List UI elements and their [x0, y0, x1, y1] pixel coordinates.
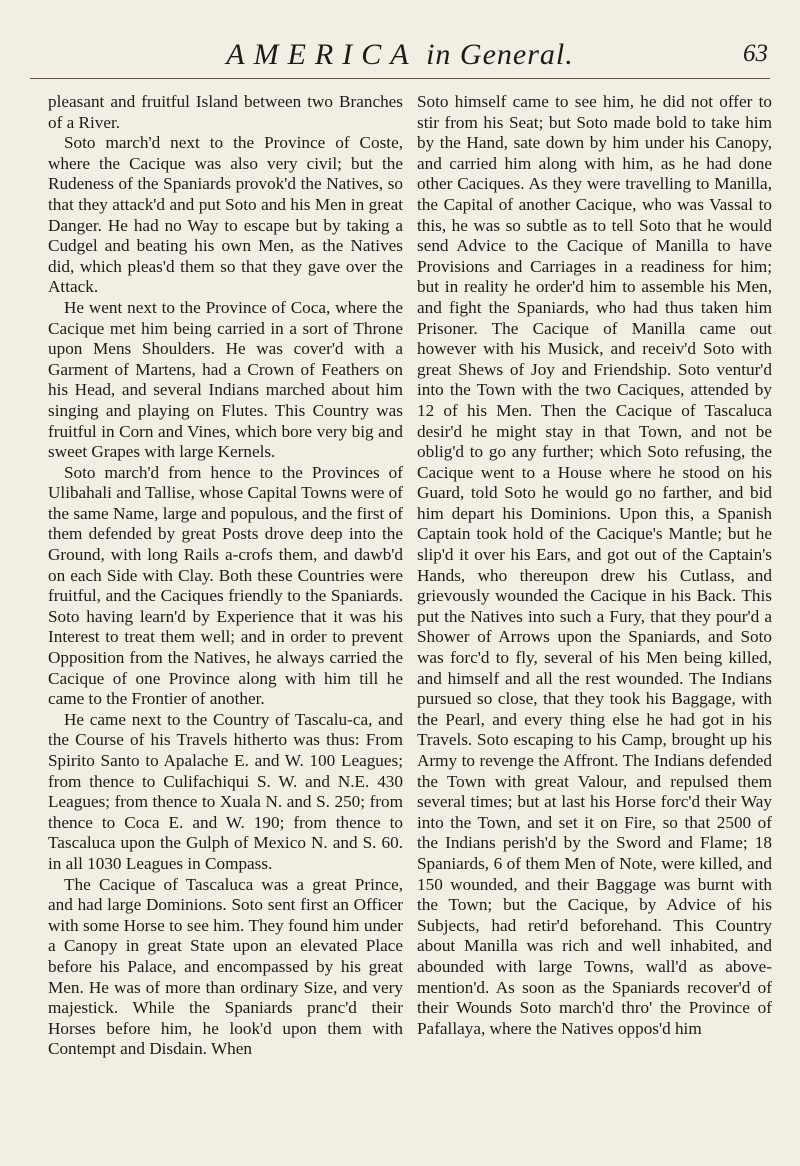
- text-columns: [48, 92, 772, 1152]
- paragraph: The Cacique of Tascaluca was a great Prince, and had large Dominions. Soto sent first an Officer with some Horse to see him. They found him under a Canopy in great State upon an elevated Place before his Palace, and encompassed by his great Men. He was of more than ordinary Size, and very majestick. While the Spaniards pranc'd their Horses before him, he look'd upon them with Contempt and Disdain. When: [48, 874, 403, 1059]
- paragraph: Soto march'd next to the Province of Coste, where the Cacique was also very civil; but the Rudeness of the Spaniards provok'd the Natives, so that they attack'd and put Soto and his Men in great Danger. He had no Way to escape but by taking a Cudgel and beating his own Men, as the Natives did, which pleas'd them so that they gave over the Attack.: [48, 133, 403, 297]
- paragraph: Soto himself came to see him, he did not offer to stir from his Seat; but Soto made bold to take him by the Hand, sate down by him under his Canopy, and carried him along with him, as he had done other Caciques. As they were travelling to Manilla, the Capital of another Cacique, who was Vassal to this, he was so subtle as to tell Soto that he would send Advice to the Cacique of Manilla to have Provisions and Carriages in a readiness for him; but in reality he order'd him to assemble his Men, and fight the Spaniards, who had thus taken him Prisoner. The Cacique of Manilla came out however with his Musick, and receiv'd Soto with great Shews of Joy and Friendship. Soto ventur'd into the Town with the two Caciques, attended by 12 of his Men. Then the Cacique of Tascaluca desir'd he might stay in that Town, and not be oblig'd to go any further; which Soto refusing, the Cacique went to a House where he stood on his Guard, told Soto he would go no farther, and bid him depart his Dominions. Upon this, a Spanish Captain took hold of the Cacique's Mantle; but he slip'd it over his Ears, and got out of the Captain's Hands, who thereupon drew his Cutlass, and grievously wounded the Cacique in his Back. This put the Natives into such a Fury, that they pour'd a Shower of Arrows upon the Spaniards, and Soto was forc'd to fly, several of his Men being killed, and himself and all the rest wounded. The Indians pursued so close, that they took his Baggage, with the Pearl, and every thing else he had got in his Travels. Soto escaping to his Camp, brought up his Army to revenge the Affront. The Indians defended the Town with great Valour, and repulsed them several times; but at last his Horse forc'd their Way into the Town, and set it on Fire, so that 2500 of the Indians perish'd by the Sword and Flame; 18 Spaniards, 6 of them Men of Note, were killed, and 150 wounded, and their Baggage was burnt with the Town; but the Cacique, by Advice of his Subjects, had retir'd beforehand. This Country about Manilla was rich and well inhabited, and abounded with large Towns, wall'd as above-mention'd. As soon as the Spaniards recover'd of their Wounds Soto march'd thro' the Province of Pafallaya, where the Natives oppos'd him: [417, 92, 772, 1038]
- paragraph: pleasant and fruitful Island between two Branches of a River.: [48, 92, 403, 132]
- paragraph: He went next to the Province of Coca, where the Cacique met him being carried in a sort of Throne upon Mens Shoulders. He was cover'd with a Garment of Martens, had a Crown of Feathers on his Head, and several Indians marched about him singing and playing on Flutes. This Country was fruitful in Corn and Vines, which bore very big and sweet Grapes with large Kernels.: [48, 297, 403, 462]
- running-head: [30, 38, 770, 72]
- page-header: [30, 38, 770, 79]
- paragraph: Soto march'd from hence to the Provinces of Ulibahali and Tallise, whose Capital Towns were of the same Name, large and populous, and the first of them defended by great Posts drove deep into the Ground, with long Rails a-crofs them, and dawb'd on each Side with Clay. Both these Countries were fruitful, and the Caciques friendly to the Spaniards. Soto having learn'd by Experience that it was his Interest to treat them well; and in order to prevent Opposition from the Natives, he always carried the Cacique of one Province along with him till he came to the Frontier of another.: [48, 462, 403, 709]
- paragraph: He came next to the Country of Tascalu-ca, and the Course of his Travels hitherto was thus: From Spirito Santo to Apalache E. and W. 100 Leagues; from thence to Culifachiqui S. W. and N.E. 430 Leagues; from thence to Xuala N. and S. 250; from thence to Coca E. and W. 190; from thence to Tascaluca upon the Gulph of Mexico N. and S. 60. in all 1030 Leagues in Compass.: [48, 709, 403, 873]
- left-column: [48, 92, 403, 1152]
- running-head-sub: in General.: [426, 38, 574, 71]
- right-column: [417, 92, 772, 1152]
- running-head-main: AMERICA: [226, 38, 418, 71]
- page-number: 63: [743, 40, 768, 67]
